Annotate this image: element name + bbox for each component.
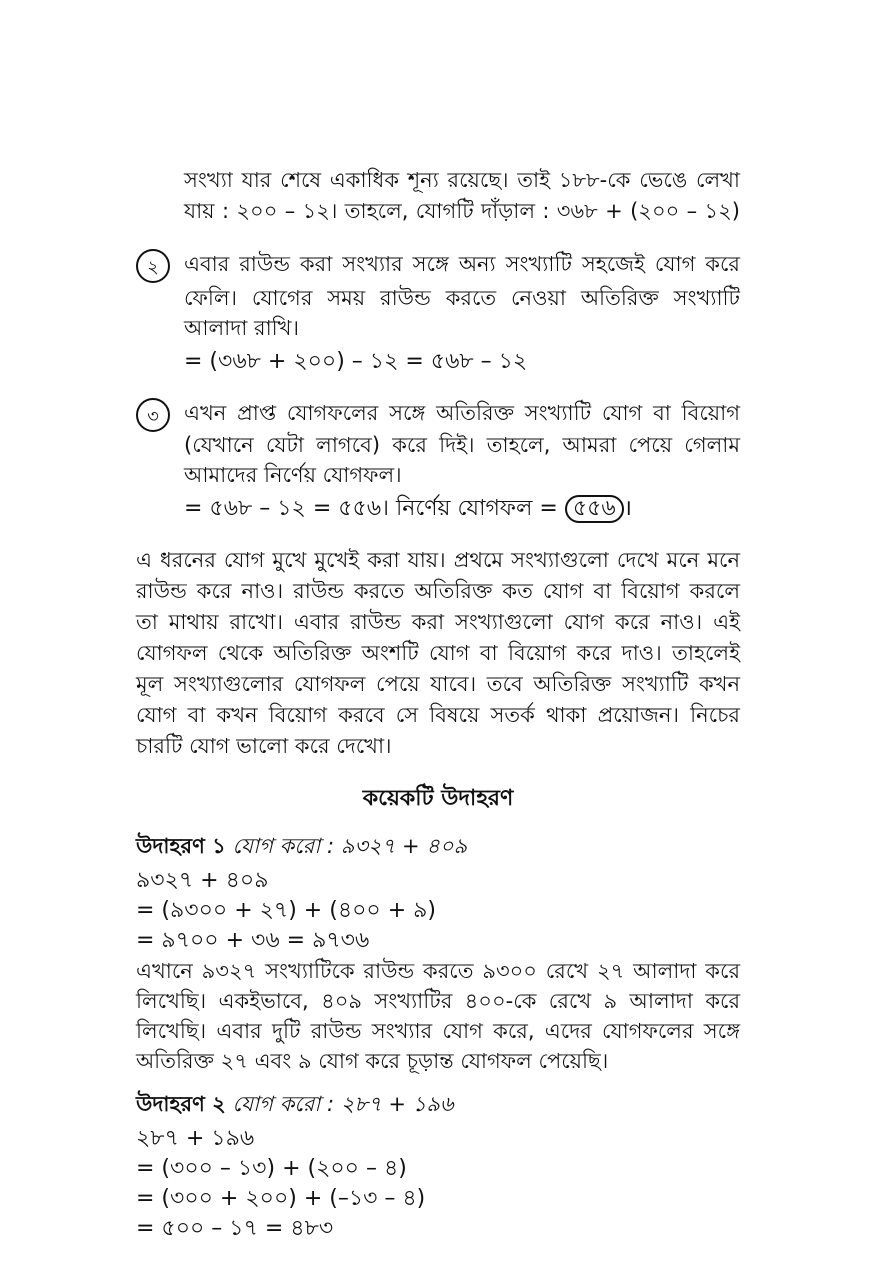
text-line: যোগ বা কখন বিয়োগ করবে সে বিষয়ে সতর্ক থাকা প্রয়োজন। নিচের xyxy=(136,703,740,727)
text-line: মূল সংখ্যাগুলোর যোগফল পেয়ে যাবে। তবে অতিরিক্ত সংখ্যাটি কখন xyxy=(136,672,740,696)
example-task: যোগ করো : ৯৩২৭ + ৪০৯ xyxy=(232,834,468,858)
text-line: আমাদের নির্ণেয় যোগফল। xyxy=(184,463,402,487)
example-label: উদাহরণ ২ xyxy=(136,1092,226,1116)
equation-line: = (৩০০ – ১৩) + (২০০ – ৪) xyxy=(136,1156,407,1181)
text-line: লিখেছি। এবার দুটি রাউন্ড সংখ্যার যোগ করে, এদের যোগফলের সঙ্গে xyxy=(136,1019,740,1043)
equation-line: = (৩৬৮ + ২০০) – ১২ = ৫৬৮ – ১২ xyxy=(184,349,528,374)
text-line: (যেখানে যেটা লাগবে) করে দিই। তাহলে, আমরা পেয়ে গেলাম xyxy=(184,433,740,457)
text-line: এখানে ৯৩২৭ সংখ্যাটিকে রাউন্ড করতে ৯৩০০ রেখে ২৭ আলাদা করে xyxy=(136,959,740,983)
text-line: ফেলি। যোগের সময় রাউন্ড করতে নেওয়া অতিরিক্ত সংখ্যাটি xyxy=(184,286,740,310)
step-number-badge: ৩ xyxy=(136,398,170,432)
example-task: যোগ করো : ২৮৭ + ১৯৬ xyxy=(232,1092,454,1116)
text-line: আলাদা রাখি। xyxy=(184,316,299,340)
equation-line: = (৯৩০০ + ২৭) + (৪০০ + ৯) xyxy=(136,898,436,923)
answer-box: ৫৫৬ xyxy=(565,495,624,523)
text-line: অতিরিক্ত ২৭ এবং ৯ যোগ করে চূড়ান্ত যোগফল পেয়েছি। xyxy=(136,1049,609,1073)
equation-line: = ৯৭০০ + ৩৬ = ৯৭৩৬ xyxy=(136,928,370,953)
equation-line xyxy=(184,494,740,524)
equation-line: = (৩০০ + ২০০) + (–১৩ – ৪) xyxy=(136,1186,426,1211)
step-number-badge: ২ xyxy=(136,249,170,283)
text-line: এখন প্রাপ্ত যোগফলের সঙ্গে অতিরিক্ত সংখ্যাটি যোগ বা বিয়োগ xyxy=(184,401,740,425)
text-line: তা মাথায় রাখো। এবার রাউন্ড করা সংখ্যাগুলো যোগ করে নাও। এই xyxy=(136,610,740,634)
equation-line: = ৫০০ – ১৭ = ৪৮৩ xyxy=(136,1216,334,1241)
example-title xyxy=(136,831,740,861)
text-line: চারটি যোগ ভালো করে দেখো। xyxy=(136,734,392,758)
example-title xyxy=(136,1089,740,1119)
text-line: রাউন্ড করে নাও। রাউন্ড করতে অতিরিক্ত কত যোগ বা বিয়োগ করলে xyxy=(136,579,740,603)
text-line: সংখ্যা যার শেষে একাধিক শূন্য রয়েছে। তাই ১৮৮-কে ভেঙে লেখা xyxy=(184,168,740,192)
equation-suffix: । xyxy=(623,496,633,521)
example-label: উদাহরণ ১ xyxy=(136,834,226,858)
text-line: এ ধরনের যোগ মুখে মুখেই করা যায়। প্রথমে সংখ্যাগুলো দেখে মনে মনে xyxy=(136,548,740,572)
equation-line: ২৮৭ + ১৯৬ xyxy=(136,1126,255,1151)
text-line: এবার রাউন্ড করা সংখ্যার সঙ্গে অন্য সংখ্যাটি সহজেই যোগ করে xyxy=(184,252,740,276)
equation-line: ৯৩২৭ + ৪০৯ xyxy=(136,868,269,893)
text-line: যায় : ২০০ – ১২। তাহলে, যোগটি দাঁড়াল : ৩৬৮ + (২০০ – ১২) xyxy=(184,199,740,223)
equation-text: = ৫৬৮ – ১২ = ৫৫৬। নির্ণেয় যোগফল = xyxy=(184,496,558,521)
text-line: যোগফল থেকে অতিরিক্ত অংশটি যোগ বা বিয়োগ করে দাও। তাহলেই xyxy=(136,641,740,665)
text-line: লিখেছি। একইভাবে, ৪০৯ সংখ্যাটির ৪০০-কে রেখে ৯ আলাদা করে xyxy=(136,989,740,1013)
section-heading: কয়েকটি উদাহরণ xyxy=(362,786,514,811)
